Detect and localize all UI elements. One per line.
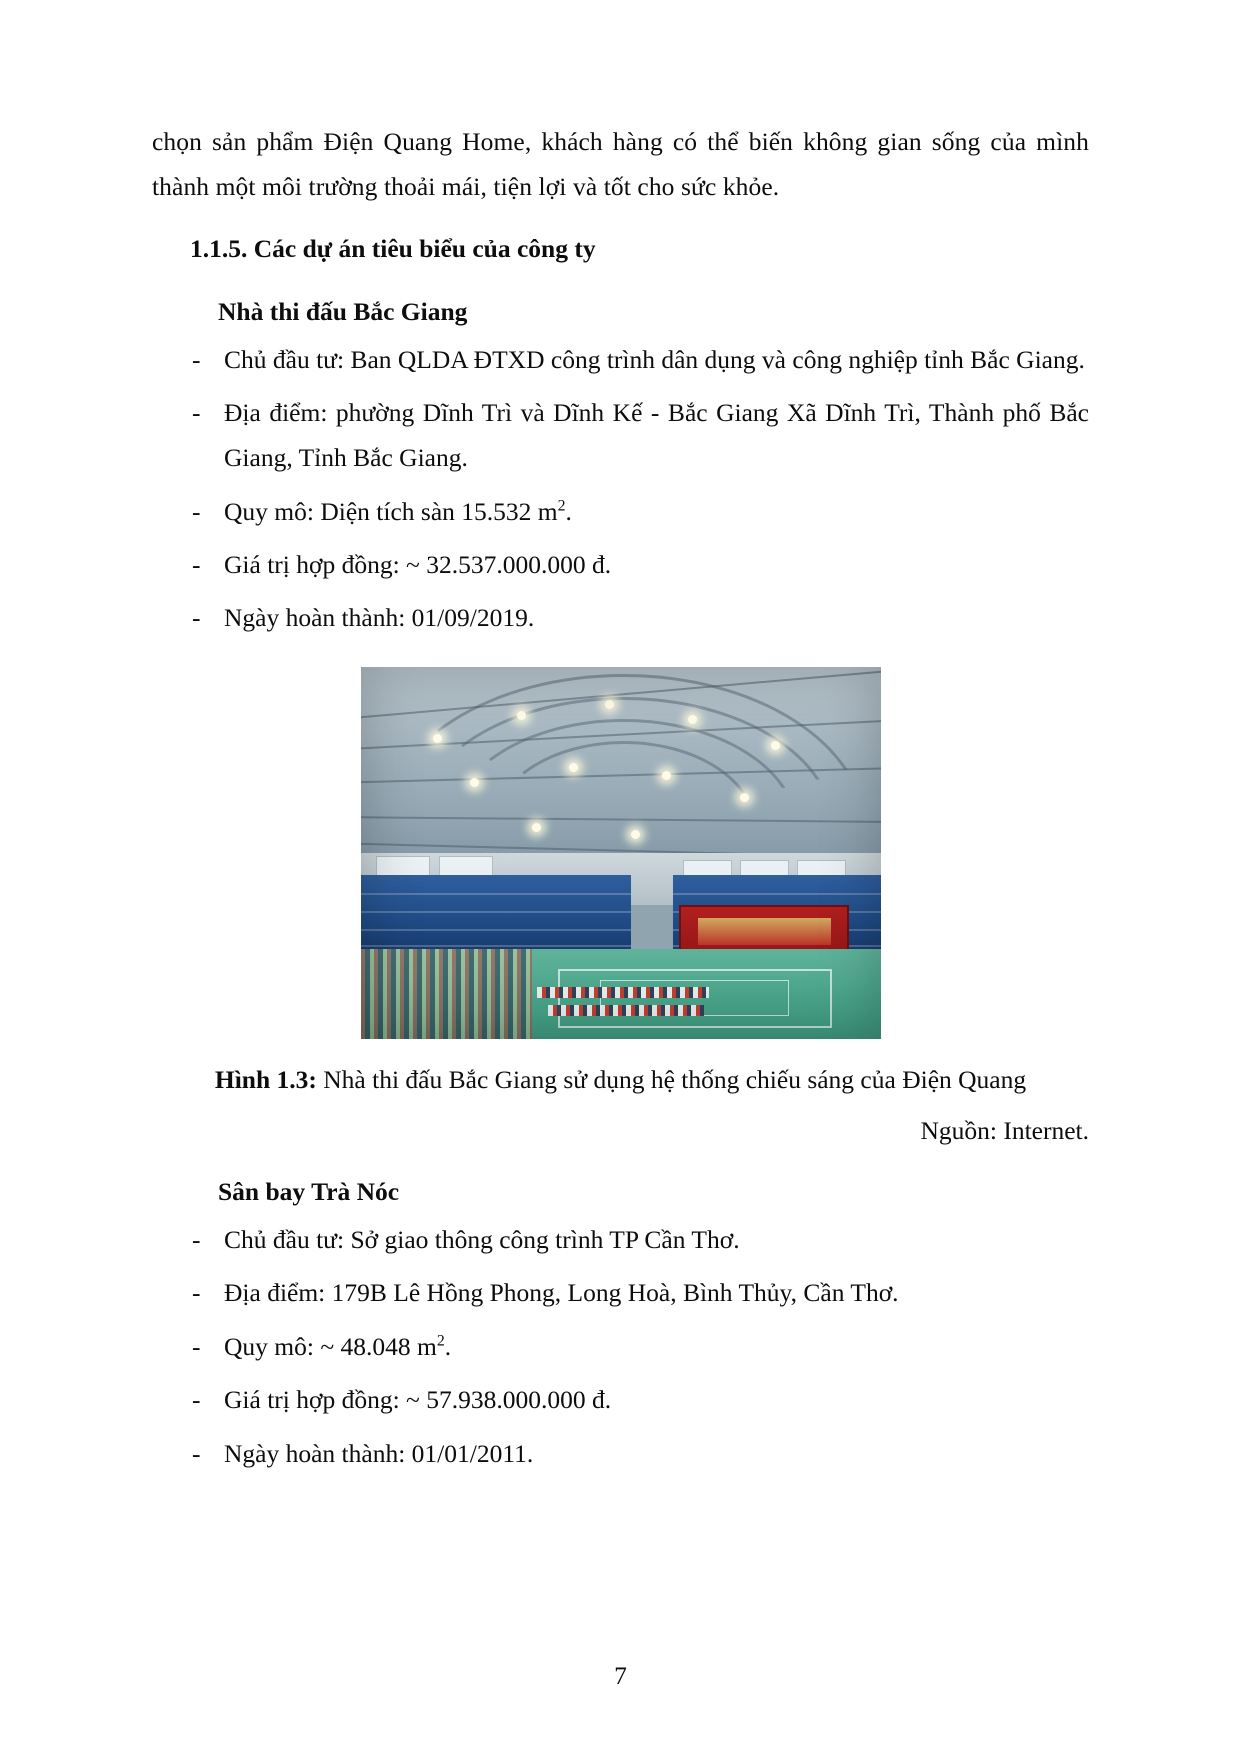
list-item-text: Chủ đầu tư: Sở giao thông công trình TP Cần Thơ. [224, 1225, 740, 1255]
list-dash: - [192, 550, 201, 579]
list-item-text: Giá trị hợp đồng: ~ 32.537.000.000 đ. [224, 550, 612, 579]
list-dash: - [192, 603, 201, 633]
list-item [152, 390, 1089, 481]
list-dash: - [192, 496, 201, 526]
list-item [152, 1324, 1089, 1369]
project-title-tra-noc: Sân bay Trà Nóc [218, 1177, 400, 1207]
list-item-text: Quy mô: ~ 48.048 m [224, 1331, 437, 1361]
list-dash: - [192, 1438, 201, 1468]
list-item-tail: . [444, 1331, 452, 1361]
unit-exponent: 2 [436, 1332, 445, 1350]
figure-caption [152, 1058, 1089, 1101]
list-item-tail: . [565, 496, 572, 526]
section-heading: 1.1.5. Các dự án tiêu biểu của công ty [190, 234, 596, 264]
project-details-tra-noc [152, 1217, 1089, 1476]
list-item [152, 1377, 1089, 1422]
photo-vignette [361, 667, 881, 1039]
list-item [152, 1431, 1089, 1476]
list-item [152, 1270, 1089, 1315]
list-item-text: Giá trị hợp đồng: ~ 57.938.000.000 đ. [224, 1385, 612, 1415]
page-number: 7 [614, 1661, 627, 1690]
figure-image-bac-giang-arena [361, 667, 881, 1039]
project-title-bac-giang: Nhà thi đấu Bắc Giang [218, 296, 468, 326]
list-dash: - [192, 1225, 201, 1255]
list-item [152, 595, 1089, 640]
figure-source: Nguồn: Internet. [920, 1116, 1089, 1146]
list-dash: - [192, 1331, 201, 1361]
list-item-text: Ngày hoàn thành: 01/09/2019. [224, 603, 535, 633]
list-dash: - [192, 1385, 201, 1415]
figure-label: Hình 1.3: [214, 1064, 317, 1094]
list-item [152, 489, 1089, 534]
list-item [152, 337, 1089, 382]
list-item-text: Ngày hoàn thành: 01/01/2011. [224, 1438, 534, 1468]
list-dash: - [192, 344, 201, 374]
list-item-text: Chủ đầu tư: Ban QLDA ĐTXD công trình dân dụng và công nghiệp tỉnh Bắc Giang. [224, 344, 1085, 374]
intro-paragraph: chọn sản phẩm Điện Quang Home, khách hàng có thể biến không gian sống của mình thành một môi trường thoải mái, tiện lợi và tốt cho sức khỏe. [152, 127, 1089, 201]
list-dash: - [192, 1278, 201, 1308]
list-dash: - [192, 397, 201, 427]
unit-exponent: 2 [557, 497, 566, 515]
list-item [152, 542, 1089, 587]
figure-block [152, 667, 1089, 1153]
list-item-text: Địa điểm: 179B Lê Hồng Phong, Long Hoà, Bình Thủy, Cần Thơ. [224, 1278, 899, 1308]
list-item [152, 1217, 1089, 1262]
list-item-text: Quy mô: Diện tích sàn 15.532 m [224, 496, 558, 526]
list-item-text: Địa điểm: phường Dĩnh Trì và Dĩnh Kế - Bắc Giang Xã Dĩnh Trì, Thành phố Bắc Giang, Tỉnh Bắc Giang. [224, 397, 1089, 473]
project-details-bac-giang [152, 337, 1089, 641]
figure-caption-text: Nhà thi đấu Bắc Giang sử dụng hệ thống chiếu sáng của Điện Quang [316, 1064, 1027, 1094]
